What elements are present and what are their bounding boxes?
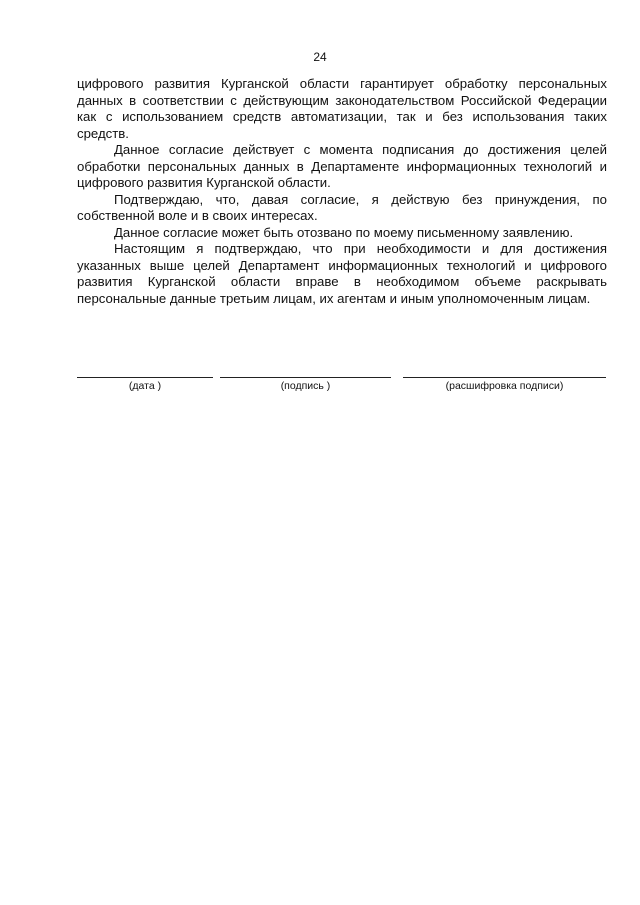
- paragraph-continuation: цифрового развития Курганской области гарантирует обработку персональных данных в соответствии с действующим законодательством Российской Федерации как с использованием средств автоматизации, так и без использования таких средств.: [77, 76, 607, 141]
- paragraph-voluntary: Подтверждаю, что, давая согласие, я действую без принуждения, по собственной воле и в своих интересах.: [77, 191, 607, 223]
- paragraph-validity: Данное согласие действует с момента подписания до достижения целей обработки персональных данных в Департаменте информационных технологий и цифрового развития Курганской области.: [77, 142, 607, 190]
- date-line: [77, 377, 213, 378]
- paragraph-disclosure: Настоящим я подтверждаю, что при необходимости и для достижения указанных выше целей Департамент информационных технологий и цифрового развития Курганской области вправе в необходимом объеме раскрывать персональные данные третьим лицам, их агентам и иным уполномоченным лицам.: [77, 241, 607, 306]
- signature-line: [220, 377, 391, 378]
- transcript-caption: (расшифровка подписи): [445, 380, 564, 392]
- document-body: [77, 76, 607, 307]
- transcript-line: [403, 377, 606, 378]
- paragraph-revocation: Данное согласие может быть отозвано по моему письменному заявлению.: [114, 224, 574, 240]
- page-number: 24: [313, 50, 327, 64]
- signature-caption: (подпись ): [280, 380, 331, 392]
- date-caption: (дата ): [128, 380, 162, 392]
